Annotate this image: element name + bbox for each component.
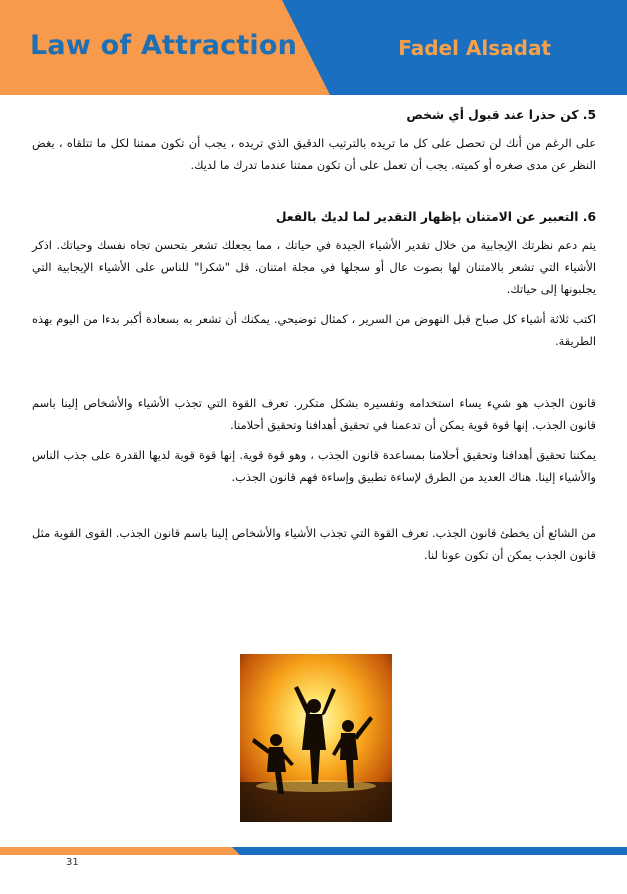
footer-orange-band [0,847,240,855]
section-6-paragraph-1: يتم دعم نظرتك الإيجابية من خلال تقدير الأشياء الجيدة في حياتك ، مما يجعلك تشعر بتحسن تجاه نفسك وحياتك. اذكر الأشياء التي تشعر بالامتنان لها بصوت عال أو سجلها في مجلة امتنان. قل "شكرا" للناس على الأشياء الإيجابية التي يجلبونها إلى حياتك. [32,238,596,296]
body-paragraph-2: يمكننا تحقيق أهدافنا وتحقيق أحلامنا بمساعدة قانون الجذب ، وهو قوة قوية. إنها قوة قوية لديها القدرة على جذب الناس والأشياء إلينا. هناك العديد من الطرق لإساءة تطبيق وإساءة فهم قانون الجذب. [32,448,596,484]
footer-bar [0,847,627,855]
body-paragraph-1: قانون الجذب هو شيء يساء استخدامه وتفسيره بشكل متكرر. تعرف القوة التي تجذب الأشياء والأشخاص إلينا باسم قانون الجذب. إنها قوة قوية يمكن أن تدعمنا في تحقيق أهدافنا وتحقيق أحلامنا. [32,396,596,432]
page-header [0,0,627,95]
section-6-paragraph-2: اكتب ثلاثة أشياء كل صباح قبل النهوض من السرير ، كمثال توضيحي. يمكنك أن تشعر به بسعادة أكبر بدءا من اليوم بهذه الطريقة. [32,312,596,348]
page-content [32,100,596,566]
sunset-silhouette-image [240,654,392,822]
section-5-paragraph: على الرغم من أنك لن تحصل على كل ما تريده بالترتيب الدقيق الذي تريده ، يجب أن تكون ممتنا لكل ما تتلقاه ، بغض النظر عن مدى صغره أو كميته. يجب أن تعمل على أن تكون ممتنا عندما تدرك ما لديك. [32,136,596,172]
page-number: 31 [66,857,79,868]
section-6-heading: 6. التعبير عن الامتنان بإظهار التقدير لما لديك بالفعل [275,210,596,224]
section-5-heading: 5. كن حذرا عند قبول أي شخص [406,108,596,122]
author-name: Fadel Alsadat [398,36,551,60]
book-title: Law of Attraction [30,30,298,61]
body-paragraph-3: من الشائع أن يخطئ قانون الجذب. تعرف القوة التي تجذب الأشياء والأشخاص إلينا باسم قانون الجذب. القوى القوية مثل قانون الجذب يمكن أن تكون عونا لنا. [32,526,596,562]
